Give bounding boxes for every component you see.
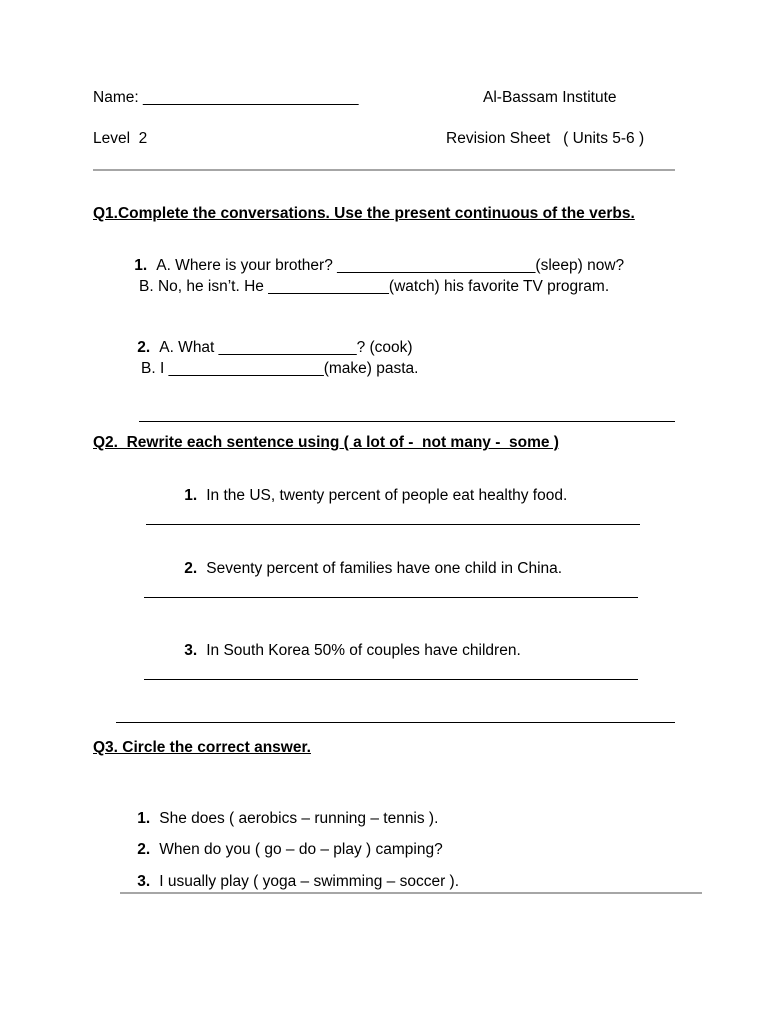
q2-item-2-number: 2. xyxy=(184,560,198,577)
q2-item-2-answer-line[interactable] xyxy=(144,597,638,598)
q2-end-line xyxy=(116,722,675,723)
q3-item-2-number: 2. xyxy=(137,841,151,858)
q2-item-3 xyxy=(167,621,521,681)
q2-item-3-number: 3. xyxy=(184,642,198,659)
q1-title: Q1.Complete the conversations. Use the present continuous of the verbs. xyxy=(93,205,635,222)
q2-item-3-text: In South Korea 50% of couples have children. xyxy=(206,642,521,659)
q1-end-line xyxy=(139,421,675,422)
q1-item-2-question: A. What ________________? (cook) xyxy=(159,339,413,356)
q3-item-2-text[interactable]: When do you ( go – do – play ) camping? xyxy=(159,841,443,858)
header-divider xyxy=(93,169,675,171)
q3-item-1-text[interactable]: She does ( aerobics – running – tennis ). xyxy=(159,810,439,827)
q2-item-1-text: In the US, twenty percent of people eat healthy food. xyxy=(206,487,568,504)
q2-item-3-answer-line[interactable] xyxy=(144,679,638,680)
q2-item-1-number: 1. xyxy=(184,487,198,504)
institute-name: Al-Bassam Institute xyxy=(483,89,617,106)
q2-item-2 xyxy=(167,539,562,599)
name-field-label: Name: _________________________ xyxy=(93,89,359,106)
q1-item-2-number: 2. xyxy=(137,339,151,356)
q2-item-2-text: Seventy percent of families have one child in China. xyxy=(206,560,563,577)
q2-title: Q2. Rewrite each sentence using ( a lot of - not many - some ) xyxy=(93,434,559,451)
level-label: Level 2 xyxy=(93,130,148,147)
q3-title: Q3. Circle the correct answer. xyxy=(93,739,311,756)
q1-item-1-answer: B. No, he isn’t. He ______________(watch) his favorite TV program. xyxy=(139,278,610,295)
q1-item-2-answer: B. I __________________(make) pasta. xyxy=(141,360,419,377)
q3-item-3[interactable] xyxy=(120,852,459,912)
sheet-title: Revision Sheet ( Units 5-6 ) xyxy=(446,130,645,147)
q1-item-1-number: 1. xyxy=(134,257,148,274)
q2-item-1-answer-line[interactable] xyxy=(146,524,640,525)
q2-item-1 xyxy=(167,466,567,526)
q3-item-1-number: 1. xyxy=(137,810,151,827)
footer-divider xyxy=(120,892,702,894)
q1-item-1-question: A. Where is your brother? _______________________(sleep) now? xyxy=(156,257,625,274)
q3-item-3-text[interactable]: I usually play ( yoga – swimming – soccer ). xyxy=(159,873,460,890)
q3-item-3-number: 3. xyxy=(137,873,151,890)
